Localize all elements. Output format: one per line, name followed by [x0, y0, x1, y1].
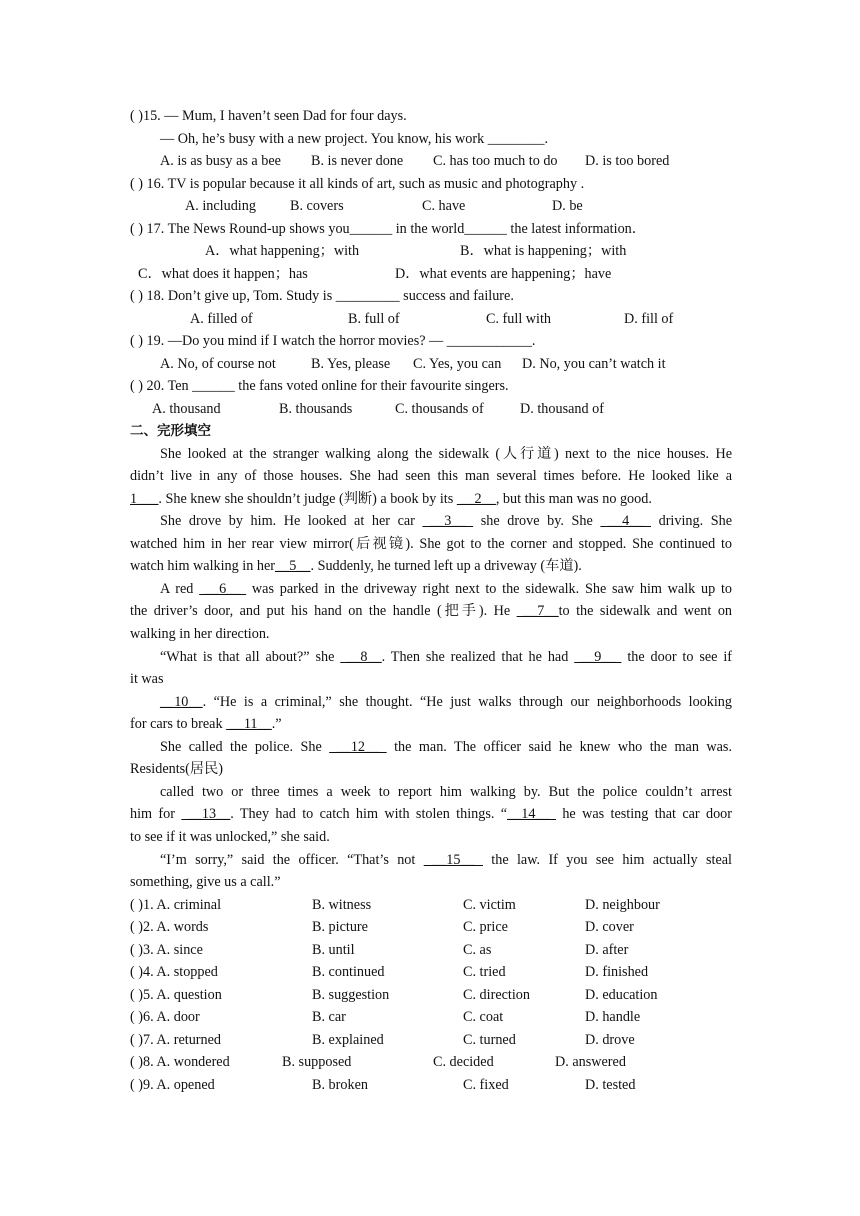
passage-text: she drove by. She	[473, 513, 601, 529]
cloze-3-b: B. until	[312, 942, 355, 958]
cloze-5-d: D. education	[585, 987, 658, 1003]
q18-option-b: B. full of	[348, 311, 400, 327]
passage-text: A red	[160, 581, 200, 597]
q15-stem: ( )15. — Mum, I haven’t seen Dad for four days.	[130, 108, 407, 124]
q19-option-b: B. Yes, please	[311, 356, 391, 372]
cloze-2-a: ( )2. A. words	[130, 919, 209, 935]
q16-option-d: D. be	[552, 198, 583, 214]
passage-text: . Suddenly, he turned left up a driveway (车道).	[310, 558, 582, 574]
cloze-1-b: B. witness	[312, 897, 372, 913]
blank-5: __5__	[275, 558, 311, 574]
q19-option-a: A. No, of course not	[160, 356, 276, 372]
q19-option-d: D. No, you can’t watch it	[522, 356, 666, 372]
q18-option-c: C. full with	[486, 311, 552, 327]
blank-8: __8__	[340, 649, 382, 665]
cloze-5-a: ( )5. A. question	[130, 987, 222, 1003]
q18-option-a: A. filled of	[190, 311, 253, 327]
cloze-4-b: B. continued	[312, 964, 385, 980]
cloze-7-a: ( )7. A. returned	[130, 1032, 222, 1048]
cloze-5-c: C. direction	[463, 987, 530, 1003]
passage-p4-line2: it was	[130, 671, 164, 687]
cloze-3-c: C. as	[463, 942, 492, 958]
cloze-9-d: D. tested	[585, 1077, 636, 1093]
blank-11: __11__	[226, 716, 272, 732]
passage-text: “I’m sorry,” said the officer. “That’s not	[160, 852, 424, 868]
cloze-8-d: D. answered	[555, 1054, 626, 1070]
passage-p2-line1	[160, 511, 732, 531]
passage-text: the driver’s door, and put his hand on the handle (把手). He	[130, 603, 517, 619]
q16-option-a: A. including	[185, 198, 256, 214]
passage-p7-line1: called two or three times a week to report him walking by. But the police couldn’t arrest	[160, 784, 732, 800]
blank-14: __14__	[507, 806, 556, 822]
passage-text: . Then she realized that he had	[381, 649, 575, 665]
q20-option-c: C. thousands of	[395, 401, 484, 417]
cloze-8-b: B. supposed	[282, 1054, 352, 1070]
passage-p1-line3	[130, 489, 652, 509]
q20-option-b: B. thousands	[279, 401, 353, 417]
cloze-6-a: ( )6. A. door	[130, 1009, 200, 1025]
blank-12: __12__	[329, 739, 387, 755]
q19-option-c: C. Yes, you can	[413, 356, 502, 372]
passage-p6-line1	[160, 737, 732, 757]
passage-p5-line1	[160, 692, 732, 712]
passage-text: , but this man was no good.	[495, 491, 652, 507]
passage-p3-line1	[160, 579, 732, 599]
cloze-6-d: D. handle	[585, 1009, 641, 1025]
blank-15: __15__	[423, 852, 483, 868]
q15-option-a: A. is as busy as a bee	[160, 153, 281, 169]
cloze-5-b: B. suggestion	[312, 987, 390, 1003]
cloze-7-d: D. drove	[585, 1032, 635, 1048]
blank-4: __4__	[600, 513, 652, 529]
passage-text: .”	[271, 716, 282, 732]
cloze-3-d: D. after	[585, 942, 629, 958]
q15-stem-reply: — Oh, he’s busy with a new project. You know, his work ________.	[160, 131, 549, 147]
q15-option-c: C. has too much to do	[433, 153, 558, 169]
q15-option-d: D. is too bored	[585, 153, 670, 169]
q20-option-a: A. thousand	[152, 401, 221, 417]
cloze-3-a: ( )3. A. since	[130, 942, 203, 958]
cloze-8-a: ( )8. A. wondered	[130, 1054, 230, 1070]
passage-text: She called the police. She	[160, 739, 330, 755]
section-heading: 二、完形填空	[130, 423, 211, 439]
cloze-2-d: D. cover	[585, 919, 634, 935]
cloze-6-c: C. coat	[463, 1009, 504, 1025]
passage-text: the law. If you see him actually steal	[482, 852, 733, 868]
passage-p7-line2	[130, 804, 732, 824]
passage-p8-line1	[160, 850, 732, 870]
passage-p4-line1	[160, 647, 732, 667]
passage-text: he was testing that car door	[555, 806, 733, 822]
q16-stem: ( ) 16. TV is popular because it all kinds of art, such as music and photography .	[130, 176, 585, 192]
q18-stem: ( ) 18. Don’t give up, Tom. Study is _________ success and failure.	[130, 288, 514, 304]
passage-text: watch him walking in her	[130, 558, 275, 574]
cloze-1-a: ( )1. A. criminal	[130, 897, 222, 913]
cloze-4-a: ( )4. A. stopped	[130, 964, 218, 980]
passage-p7-line3: to see if it was unlocked,” she said.	[130, 829, 330, 845]
passage-p1-line1: She looked at the stranger walking along the sidewalk (人行道) next to the nice houses. He	[160, 446, 732, 462]
q20-option-d: D. thousand of	[520, 401, 604, 417]
q20-stem: ( ) 20. Ten ______ the fans voted online for their favourite singers.	[130, 378, 509, 394]
cloze-7-b: B. explained	[312, 1032, 384, 1048]
blank-2: __2__	[456, 491, 496, 507]
blank-9: __9__	[574, 649, 622, 665]
q17-stem: ( ) 17. The News Round-up shows you______ in the world______ the latest information．	[130, 221, 646, 237]
passage-p3-line2	[130, 601, 732, 621]
cloze-9-c: C. fixed	[463, 1077, 509, 1093]
passage-text: the door to see if	[621, 649, 733, 665]
blank-7: __7__	[516, 603, 559, 619]
passage-p2-line2: watched him in her rear view mirror(后视镜). She got to the corner and stopped. She continued to	[130, 536, 732, 552]
q17-option-d: D．what events are happening；have	[395, 266, 612, 282]
q16-option-c: C. have	[422, 198, 466, 214]
passage-p8-line2: something, give us a call.”	[130, 874, 281, 890]
cloze-2-b: B. picture	[312, 919, 368, 935]
passage-text: She drove by him. He looked at her car	[160, 513, 423, 529]
blank-6: __6__	[199, 581, 247, 597]
passage-text: “What is that all about?” she	[160, 649, 341, 665]
passage-p2-line3	[130, 556, 582, 576]
q17-option-b: B．what is happening；with	[460, 243, 627, 259]
cloze-7-c: C. turned	[463, 1032, 516, 1048]
passage-text: driving. She	[651, 513, 732, 529]
passage-text: the man. The officer said he knew who the man was.	[386, 739, 732, 755]
q18-option-d: D. fill of	[624, 311, 674, 327]
blank-1: 1___	[130, 491, 159, 507]
passage-p1-line2: didn’t live in any of those houses. She had seen this man several times before. He looked like a	[130, 468, 732, 484]
passage-p3-line3: walking in her direction.	[130, 626, 270, 642]
cloze-4-d: D. finished	[585, 964, 649, 980]
q17-option-a: A．what happening；with	[205, 243, 360, 259]
passage-p6-line2: Residents(居民)	[130, 761, 223, 777]
q17-option-c: C．what does it happen；has	[138, 266, 308, 282]
q15-option-b: B. is never done	[311, 153, 404, 169]
passage-text: to the sidewalk and went on	[558, 603, 733, 619]
q16-option-b: B. covers	[290, 198, 344, 214]
passage-text: was parked in the driveway right next to the sidewalk. She saw him walk up to	[246, 581, 733, 597]
cloze-9-b: B. broken	[312, 1077, 368, 1093]
cloze-9-a: ( )9. A. opened	[130, 1077, 215, 1093]
blank-3: __3__	[422, 513, 474, 529]
cloze-1-d: D. neighbour	[585, 897, 660, 913]
blank-10: __10__	[160, 694, 203, 710]
passage-p5-line2	[130, 714, 282, 734]
passage-text: . She knew she shouldn’t judge (判断) a book by its	[158, 491, 457, 507]
cloze-8-c: C. decided	[433, 1054, 494, 1070]
blank-13: __13__	[181, 806, 231, 822]
cloze-2-c: C. price	[463, 919, 508, 935]
cloze-4-c: C. tried	[463, 964, 506, 980]
passage-text: . “He is a criminal,” she thought. “He just walks through our neighborhoods looking	[202, 694, 732, 710]
q19-stem: ( ) 19. —Do you mind if I watch the horror movies? — ____________.	[130, 333, 536, 349]
passage-text: . They had to catch him with stolen things. “	[230, 806, 508, 822]
passage-text: for cars to break	[130, 716, 227, 732]
passage-text: him for	[130, 806, 182, 822]
cloze-1-c: C. victim	[463, 897, 516, 913]
cloze-6-b: B. car	[312, 1009, 346, 1025]
